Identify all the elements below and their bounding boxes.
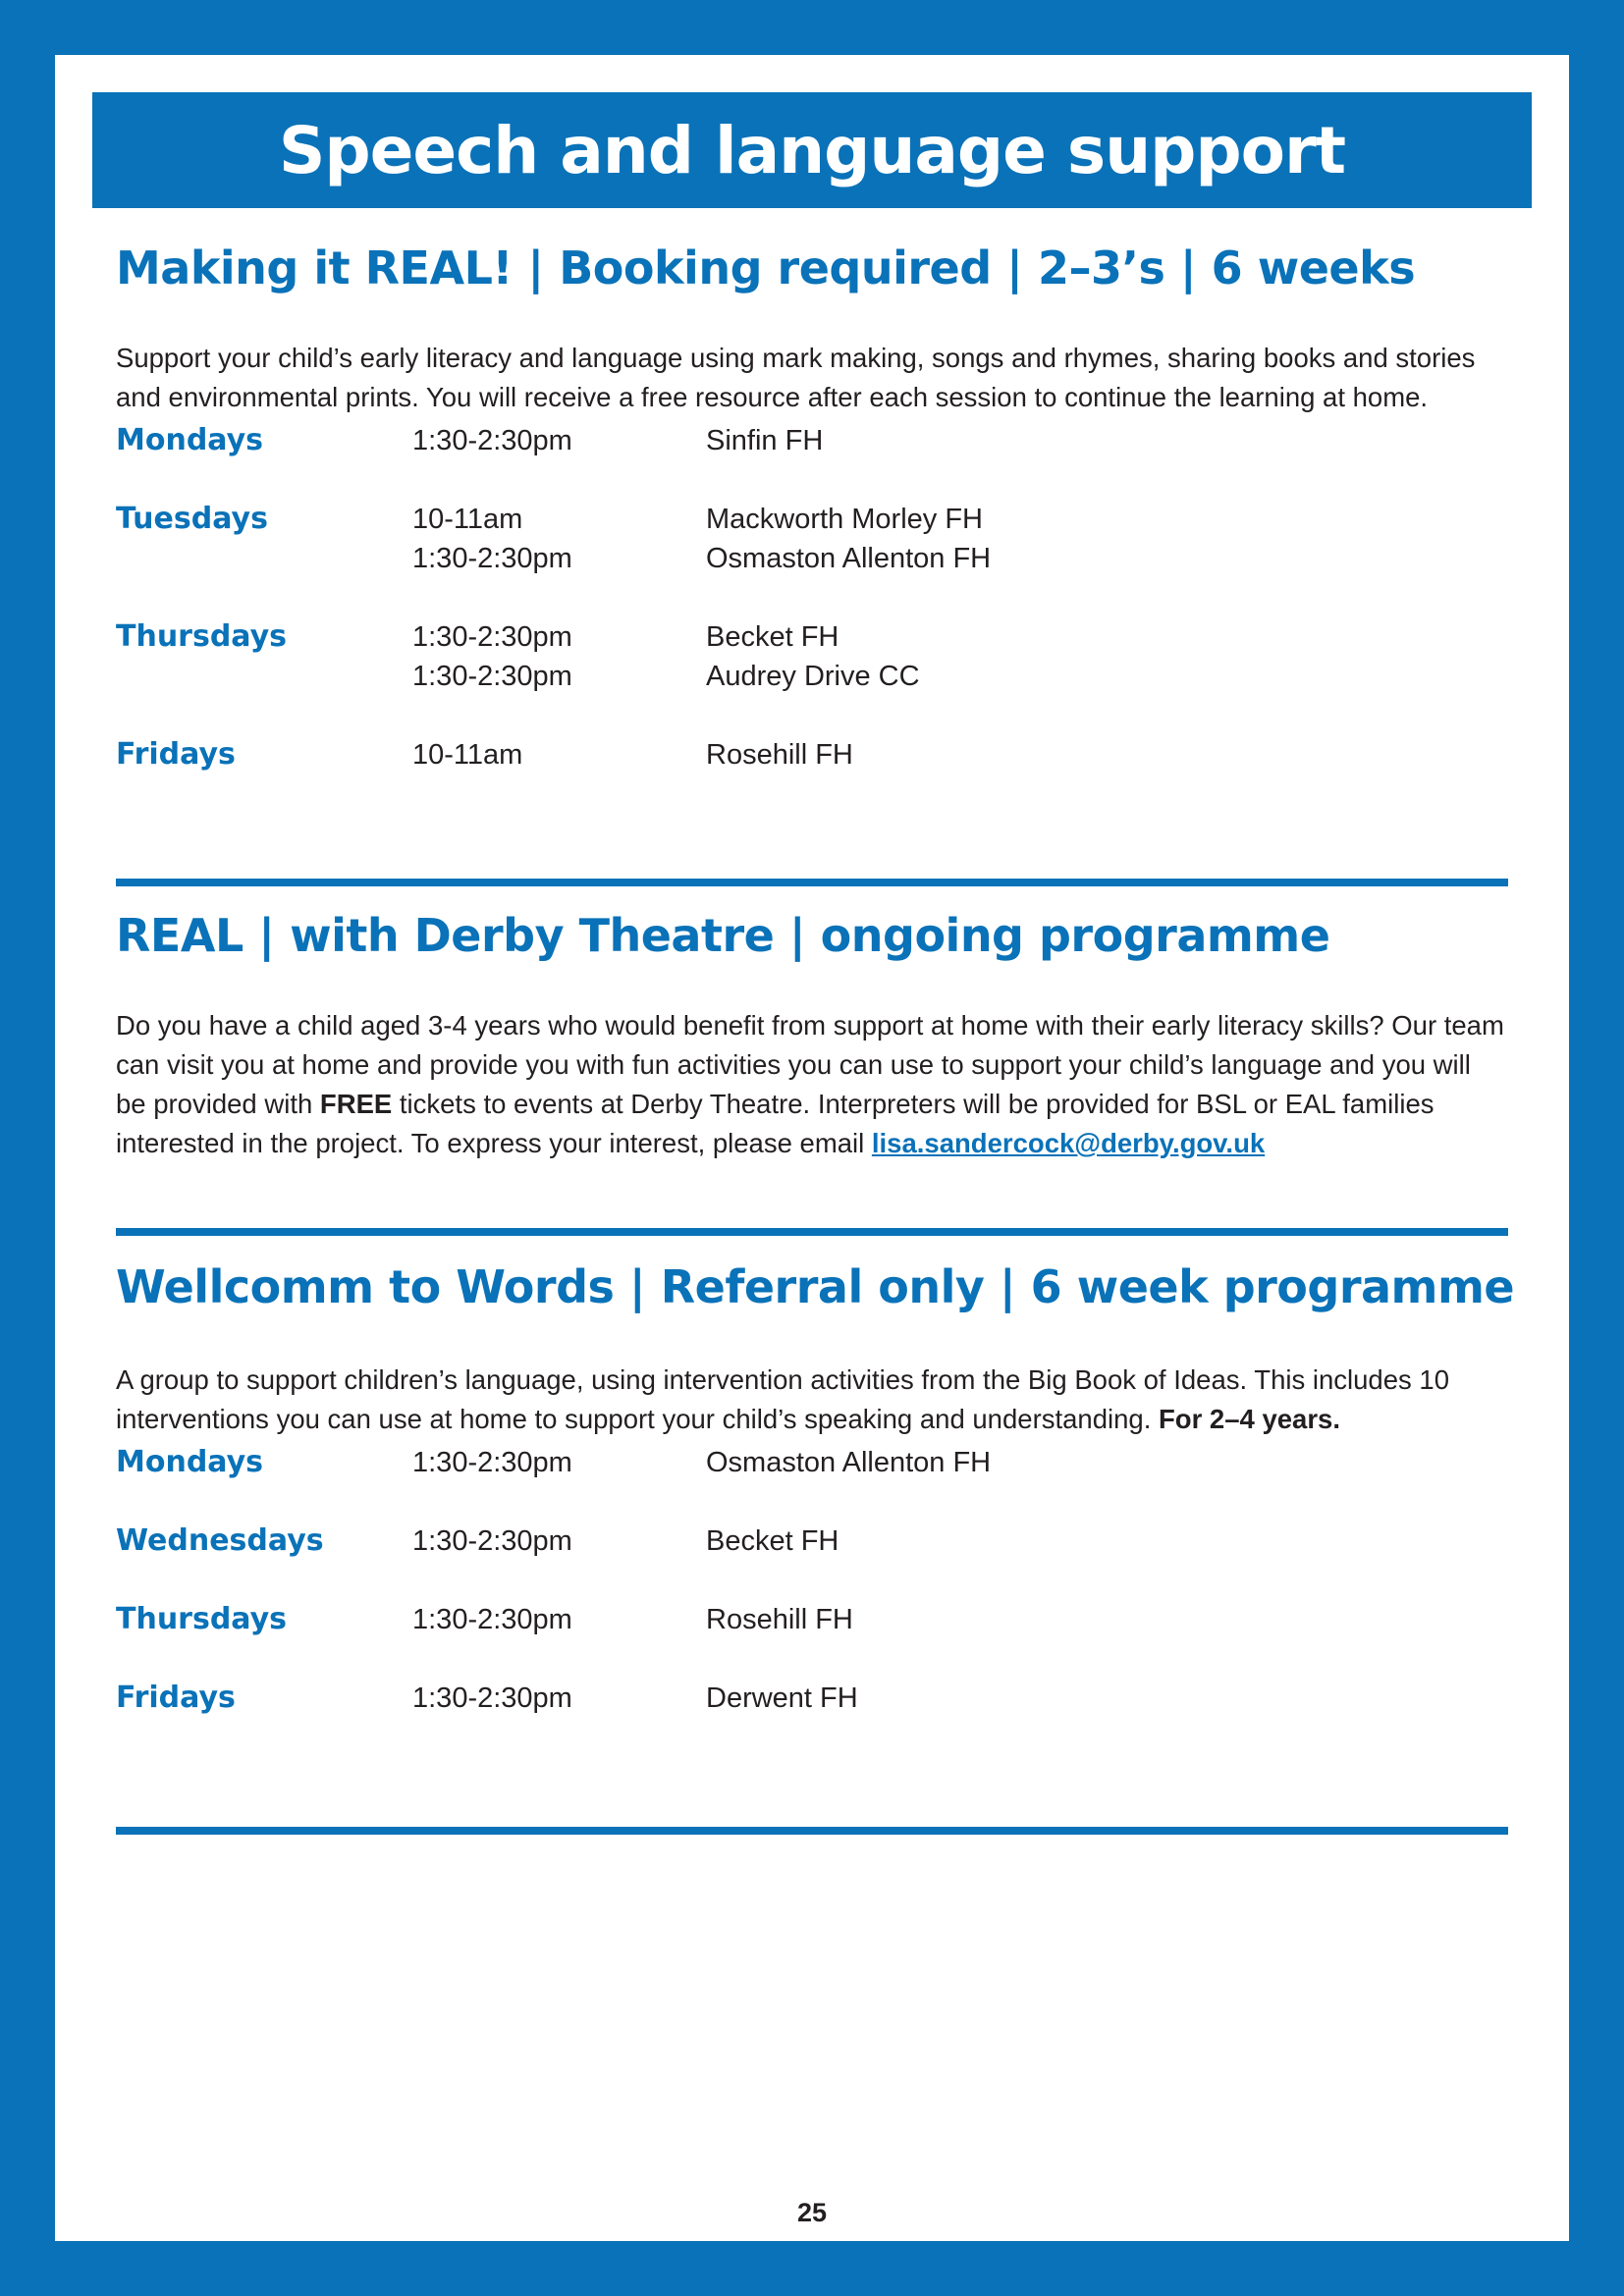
section-divider: [116, 1827, 1508, 1835]
title-banner: [92, 92, 1532, 208]
schedule-venue: Osmaston Allenton FH: [706, 1447, 992, 1478]
schedule-venue: Osmaston Allenton FH: [706, 543, 992, 574]
schedule-venue: Becket FH: [706, 621, 839, 653]
section-heading-wellcomm: Wellcomm to Words | Referral only | 6 week programme: [116, 1260, 1515, 1313]
schedule-day: Mondays: [116, 423, 264, 457]
schedule-venue: Audrey Drive CC: [706, 661, 920, 692]
schedule-time: 1:30-2:30pm: [412, 543, 572, 574]
schedule-time: 1:30-2:30pm: [412, 1447, 572, 1478]
page-number: 25: [796, 2198, 828, 2227]
page-title: Speech and language support: [278, 112, 1346, 188]
schedule-time: 1:30-2:30pm: [412, 621, 572, 653]
schedule-row: [116, 1600, 1508, 1639]
schedule-time: 10-11am: [412, 739, 523, 771]
schedule-row: [116, 1443, 1508, 1482]
schedule-day: Fridays: [116, 737, 236, 772]
schedule-row: [116, 1679, 1508, 1718]
intro-text: tickets to events at Derby Theatre. Interpreters will be provided for BSL or EAL families interested in the project. To express your interest, please email: [116, 1089, 1435, 1158]
email-link[interactable]: lisa.sandercock@derby.gov.uk: [871, 1128, 1266, 1158]
schedule-row: [116, 735, 1508, 774]
schedule-day: Tuesdays: [116, 502, 268, 536]
schedule-row: [116, 657, 1508, 696]
section-intro-wellcomm: [116, 1361, 1508, 1439]
schedule-row: [116, 1522, 1508, 1561]
schedule-time: 1:30-2:30pm: [412, 1604, 572, 1635]
schedule-venue: Mackworth Morley FH: [706, 504, 983, 535]
age-emphasis: For 2–4 years.: [1158, 1404, 1340, 1434]
schedule-day: Mondays: [116, 1445, 264, 1479]
schedule-row: [116, 500, 1508, 539]
schedule-venue: Rosehill FH: [706, 739, 853, 771]
schedule-venue: Derwent FH: [706, 1682, 858, 1714]
schedule-row: [116, 421, 1508, 460]
schedule-time: 1:30-2:30pm: [412, 661, 572, 692]
section-heading-real-derby-theatre: REAL | with Derby Theatre | ongoing programme: [116, 909, 1330, 962]
schedule-day: Fridays: [116, 1681, 236, 1715]
schedule-time: 1:30-2:30pm: [412, 1682, 572, 1714]
schedule-row: [116, 539, 1508, 578]
schedule-time: 1:30-2:30pm: [412, 1525, 572, 1557]
intro-text: A group to support children’s language, using intervention activities from the Big Book of Ideas. This includes 10 interventions you can use at home to support your child’s speaking and understanding.: [116, 1364, 1449, 1434]
schedule-day: Thursdays: [116, 619, 288, 654]
section-intro-real-derby-theatre: [116, 1006, 1508, 1163]
schedule-time: 1:30-2:30pm: [412, 425, 572, 456]
page: [55, 55, 1569, 2241]
section-divider: [116, 1228, 1508, 1236]
schedule-venue: Sinfin FH: [706, 425, 824, 456]
schedule-day: Wednesdays: [116, 1523, 324, 1558]
section-intro-making-it-real: Support your child’s early literacy and language using mark making, songs and rhymes, sharing books and stories and environmental prints. You will receive a free resource after each session to continue the learning at home.: [116, 343, 1476, 412]
section-divider: [116, 879, 1508, 886]
schedule-row: [116, 617, 1508, 657]
free-emphasis: FREE: [319, 1089, 393, 1119]
schedule-venue: Rosehill FH: [706, 1604, 853, 1635]
schedule-time: 10-11am: [412, 504, 523, 535]
intro-text: Do you have a child aged 3-4 years who would benefit from support at home with their early literacy skills? Our team can visit you at home and provide you with fun activities you can use to support your child’s language and you will be provided with: [116, 1010, 1504, 1119]
schedule-venue: Becket FH: [706, 1525, 839, 1557]
section-heading-making-it-real: Making it REAL! | Booking required | 2–3’s | 6 weeks: [116, 241, 1416, 294]
schedule-day: Thursdays: [116, 1602, 288, 1636]
